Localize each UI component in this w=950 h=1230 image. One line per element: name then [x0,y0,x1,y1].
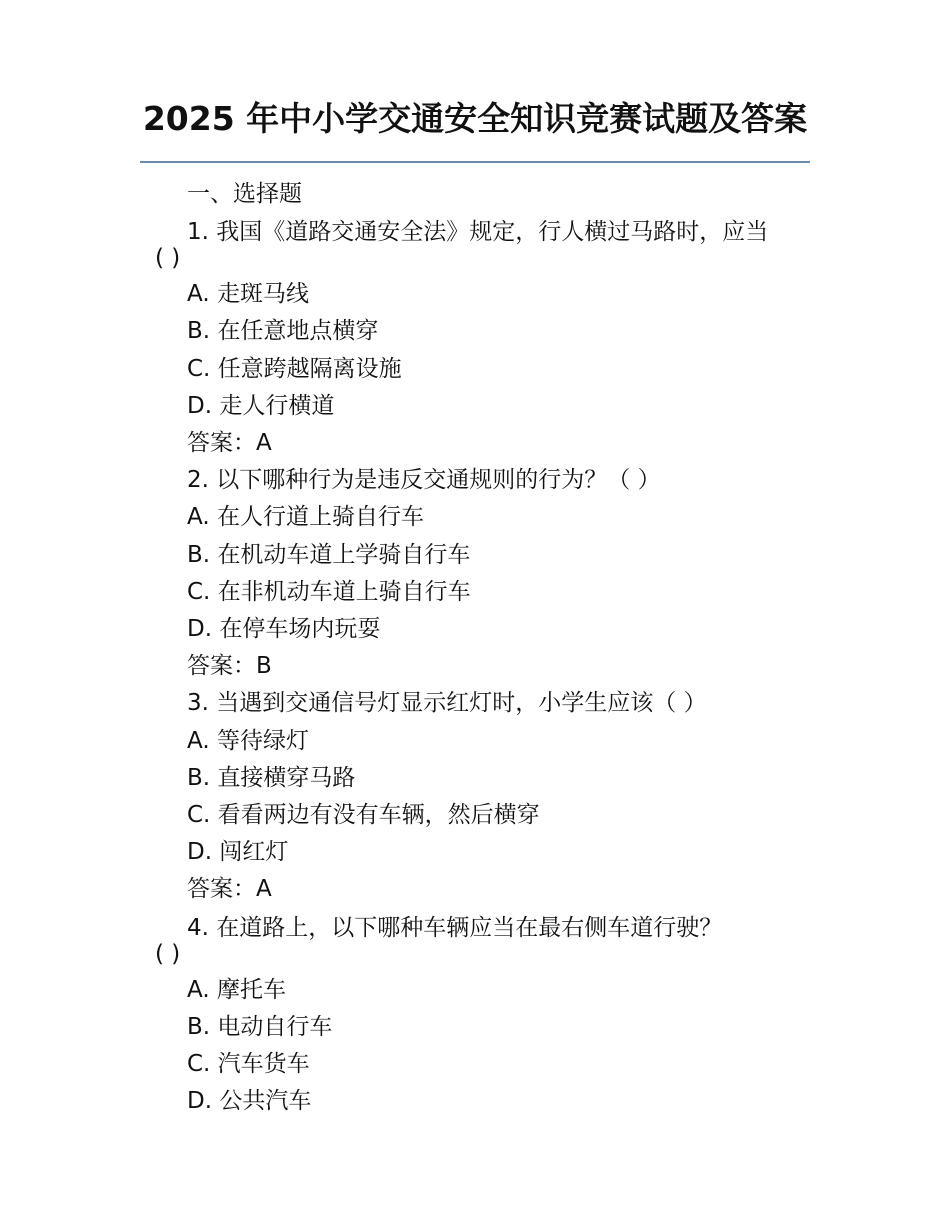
title-divider [140,161,810,163]
question-2-answer: 答案：B [187,653,272,680]
question-1-option-d: D. 走人行横道 [187,392,335,419]
question-4-option-b: B. 电动自行车 [187,1013,333,1040]
question-3-option-c: C. 看看两边有没有车辆，然后横穿 [187,802,540,829]
question-2-text: 2. 以下哪种行为是违反交通规则的行为？（ ） [187,467,661,494]
question-1-option-b: B. 在任意地点横穿 [187,318,379,345]
question-3-answer: 答案：A [187,876,272,903]
question-1-answer: 答案：A [187,430,272,457]
question-1-option-c: C. 任意跨越隔离设施 [187,355,402,382]
question-3-text: 3. 当遇到交通信号灯显示红灯时，小学生应该（ ） [187,690,707,717]
question-4 [155,909,815,972]
question-4-option-c: C. 汽车货车 [187,1051,310,1078]
section-heading: 一、选择题 [187,181,302,207]
question-4-option-a: A. 摩托车 [187,976,286,1003]
question-2-option-a: A. 在人行道上骑自行车 [187,504,424,531]
question-2-option-b: B. 在机动车道上学骑自行车 [187,541,471,568]
question-4-option-d: D. 公共汽车 [187,1088,312,1115]
question-2-option-c: C. 在非机动车道上骑自行车 [187,578,471,605]
question-1-option-a: A. 走斑马线 [187,281,309,308]
question-2-option-d: D. 在停车场内玩耍 [187,616,381,643]
question-1-text: 1. 我国《道路交通安全法》规定，行人横过马路时，应当 [187,219,769,246]
question-4-paren: ( ) [155,940,181,967]
question-1 [155,213,815,276]
question-1-paren: ( ) [155,245,181,272]
document-title: 2025 年中小学交通安全知识竞赛试题及答案 [142,99,808,138]
question-3-option-b: B. 直接横穿马路 [187,764,356,791]
question-3-option-a: A. 等待绿灯 [187,727,309,754]
question-4-text: 4. 在道路上，以下哪种车辆应当在最右侧车道行驶？ [187,914,723,941]
question-3-option-d: D. 闯红灯 [187,839,289,866]
document-body [155,176,815,1120]
